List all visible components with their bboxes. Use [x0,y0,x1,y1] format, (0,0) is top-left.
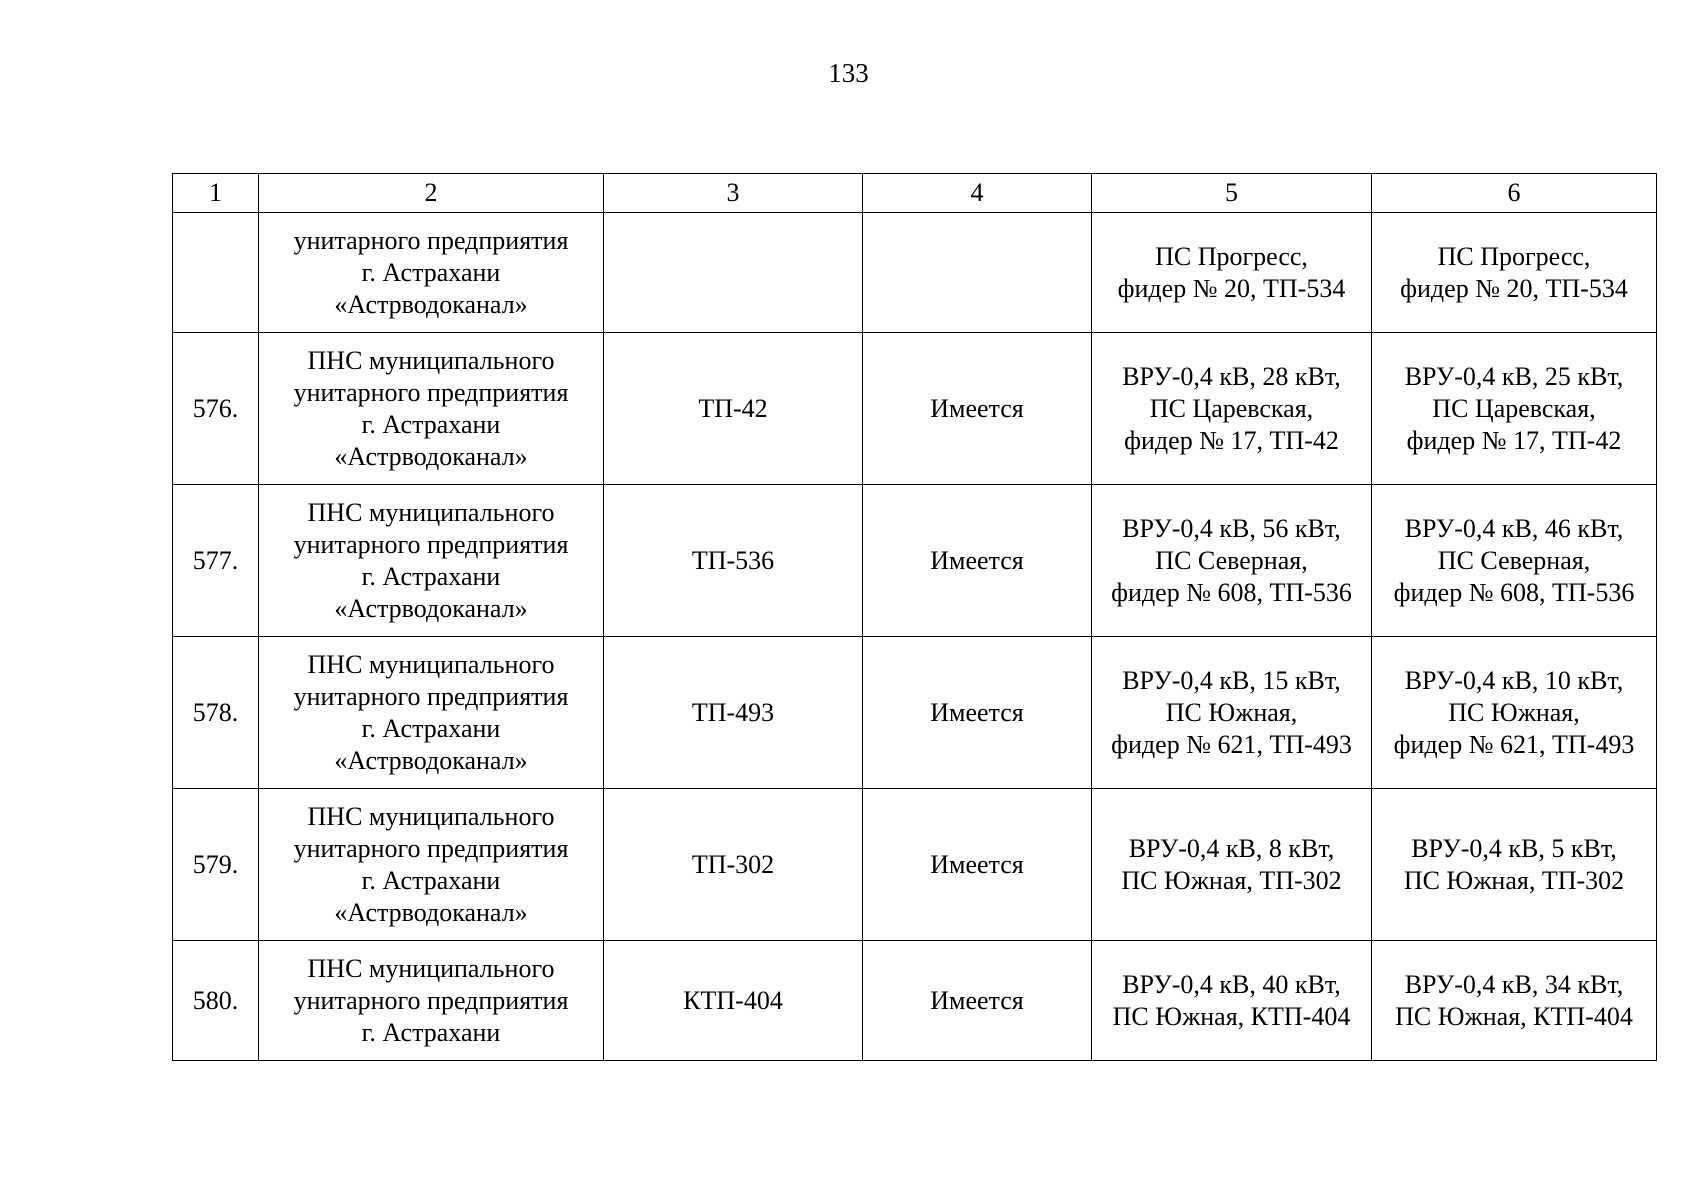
cell-line: ВРУ-0,4 кВ, 25 кВт, [1404,361,1624,391]
substation-cell [604,213,863,333]
facility-name-cell [259,789,604,941]
cell-line: унитарного предприятия [293,225,569,255]
cell-line: ВРУ-0,4 кВ, 34 кВт, [1404,969,1624,999]
capacity-after-cell [1372,941,1657,1061]
substation-cell: ТП-493 [604,637,863,789]
capacity-after-cell [1372,637,1657,789]
cell-line: унитарного предприятия [293,681,569,711]
facility-name-cell [259,637,604,789]
row-number-cell: 579. [173,789,259,941]
capacity-after-cell [1372,485,1657,637]
cell-line: фидер № 20, ТП-534 [1400,273,1628,303]
cell-line: ВРУ-0,4 кВ, 10 кВт, [1404,665,1624,695]
cell-line: ВРУ-0,4 кВ, 8 кВт, [1128,833,1335,863]
cell-line: ПС Южная, КТП-404 [1395,1001,1633,1031]
cell-line: «Астрводоканал» [334,897,528,927]
cell-line: г. Астрахани [361,865,501,895]
cell-line: ВРУ-0,4 кВ, 15 кВт, [1122,665,1341,695]
cell-line: «Астрводоканал» [334,441,528,471]
capacity-before-cell [1092,213,1372,333]
row-number-cell: 580. [173,941,259,1061]
cell-line: ПНС муниципального [307,953,555,983]
cell-line: ПС Южная, КТП-404 [1112,1001,1351,1031]
header-row [173,174,1657,213]
cell-line: фидер № 20, ТП-534 [1117,273,1346,303]
table-row [173,333,1657,485]
cell-line: ПС Царевская, [1149,393,1314,423]
column-header: 3 [604,174,863,213]
cell-line: ВРУ-0,4 кВ, 40 кВт, [1122,969,1341,999]
cell-line: фидер № 621, ТП-493 [1111,729,1352,759]
table-row [173,941,1657,1061]
status-cell: Имеется [863,637,1092,789]
row-number-cell: 577. [173,485,259,637]
cell-line: г. Астрахани [361,713,501,743]
table-row [173,213,1657,333]
table-body [173,213,1657,1061]
row-number-cell: 576. [173,333,259,485]
cell-line: ПС Северная, [1437,545,1591,575]
capacity-before-cell [1092,485,1372,637]
table-row [173,485,1657,637]
column-header: 2 [259,174,604,213]
cell-line: ПС Южная, ТП-302 [1403,865,1625,895]
cell-line: г. Астрахани [361,409,501,439]
cell-line: ПНС муниципального [307,497,555,527]
cell-line: ВРУ-0,4 кВ, 28 кВт, [1122,361,1341,391]
cell-line: унитарного предприятия [293,529,569,559]
cell-line: унитарного предприятия [293,377,569,407]
substation-cell: ТП-42 [604,333,863,485]
cell-line: унитарного предприятия [293,985,569,1015]
substation-cell: ТП-302 [604,789,863,941]
cell-line: «Астрводоканал» [334,745,528,775]
status-cell: Имеется [863,485,1092,637]
cell-line: ВРУ-0,4 кВ, 5 кВт, [1411,833,1617,863]
cell-line: фидер № 17, ТП-42 [1406,425,1622,455]
cell-line: ПНС муниципального [307,345,555,375]
table-row [173,637,1657,789]
capacity-after-cell [1372,213,1657,333]
row-number-cell: 578. [173,637,259,789]
column-header: 4 [863,174,1092,213]
column-header: 1 [173,174,259,213]
cell-line: фидер № 608, ТП-536 [1393,577,1635,607]
cell-line: ПНС муниципального [307,649,555,679]
facility-name-cell [259,213,604,333]
capacity-after-cell [1372,789,1657,941]
status-cell: Имеется [863,941,1092,1061]
cell-line: ПС Северная, [1155,545,1308,575]
cell-line: ПС Южная, ТП-302 [1121,865,1342,895]
capacity-before-cell [1092,941,1372,1061]
cell-line: г. Астрахани [361,1017,501,1047]
cell-line: фидер № 621, ТП-493 [1393,729,1635,759]
cell-line: ПС Южная, [1448,697,1580,727]
substation-cell: КТП-404 [604,941,863,1061]
capacity-before-cell [1092,789,1372,941]
facility-name-cell [259,941,604,1061]
status-cell [863,213,1092,333]
cell-line: ВРУ-0,4 кВ, 46 кВт, [1404,513,1624,543]
facility-name-cell [259,333,604,485]
status-cell: Имеется [863,789,1092,941]
cell-line: ПС Южная, [1165,697,1298,727]
cell-line: «Астрводоканал» [334,593,528,623]
cell-line: ПС Царевская, [1432,393,1596,423]
capacity-before-cell [1092,637,1372,789]
column-header: 5 [1092,174,1372,213]
row-number-cell [173,213,259,333]
status-cell: Имеется [863,333,1092,485]
cell-line: г. Астрахани [361,257,501,287]
cell-line: фидер № 17, ТП-42 [1124,425,1339,455]
substation-cell: ТП-536 [604,485,863,637]
cell-line: «Астрводоканал» [334,289,528,319]
cell-line: ПНС муниципального [307,801,555,831]
facility-name-cell [259,485,604,637]
cell-line: ВРУ-0,4 кВ, 56 кВт, [1122,513,1341,543]
capacity-after-cell [1372,333,1657,485]
table-row [173,789,1657,941]
data-table [172,173,1657,1061]
cell-line: г. Астрахани [361,561,501,591]
column-header: 6 [1372,174,1657,213]
capacity-before-cell [1092,333,1372,485]
cell-line: ПС Прогресс, [1155,241,1308,271]
page-number: 133 [828,58,869,88]
cell-line: фидер № 608, ТП-536 [1111,577,1352,607]
cell-line: унитарного предприятия [293,833,569,863]
cell-line: ПС Прогресс, [1437,241,1591,271]
